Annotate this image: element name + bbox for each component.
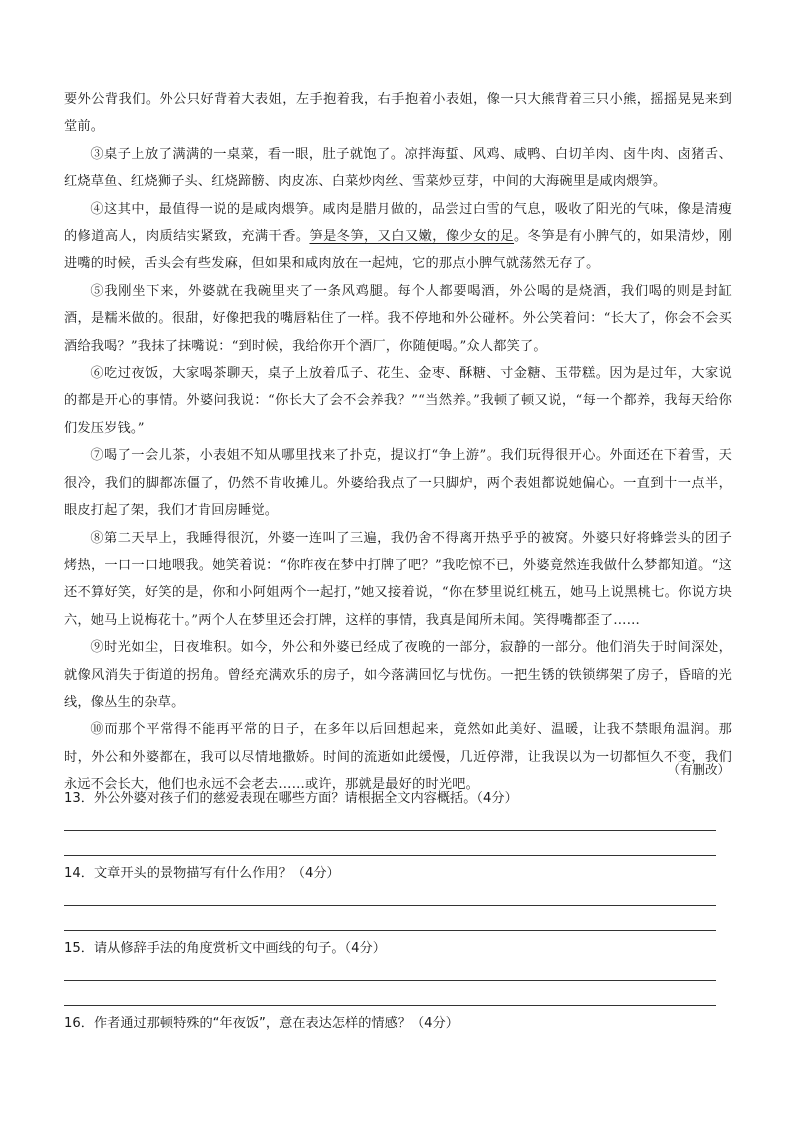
paragraph-7: ⑦喝了一会儿茶，小表姐不知从哪里找来了扑克，提议打“争上游”。我们玩得很开心。外面还在下着雪，天很冷，我们的脚都冻僵了，仍然不肯收摊儿。外婆给我点了一只脚炉，两个表姐都说她偏心。一直到十一点半，眼皮打起了架，我们才肯回房睡觉。	[64, 448, 732, 519]
paragraph-4	[64, 196, 732, 278]
paragraph-5: ⑤我刚坐下来，外婆就在我碗里夹了一条风鸡腿。每个人都要喝酒，外公喝的是烧酒，我们喝的则是封缸酒，是糯米做的。很甜，好像把我的嘴唇粘住了一样。我不停地和外公碰杯。外公笑着问：“长大了，你会不会买酒给我喝？”我抹了抹嘴说：“到时候，我给你开个酒厂，你随便喝。”众人都笑了。	[64, 283, 732, 354]
answer-line-14b[interactable]	[64, 930, 716, 931]
question-13: 13．外公外婆对孩子们的慈爱表现在哪些方面？请根据全文内容概括。（4分）	[64, 791, 518, 806]
paragraph-9: ⑨时光如尘，日夜堆积。如今，外公和外婆已经成了夜晚的一部分，寂静的一部分。他们消失于时间深处，就像风消失于街道的拐角。曾经充满欢乐的房子，如今落满回忆与忧伤。一把生锈的铁锁绑架了房子，昏暗的光线，像丛生的杂草。	[64, 640, 732, 710]
paragraph-4-text-a: ④这其中，最值得一说的是咸肉煨笋。咸肉是腊月做的，品尝过白雪的气息，吸收了阳光的气味，像是清瘦的修道高人，肉质结实紧致，充满干香。	[64, 201, 732, 245]
paragraph-8: ⑧第二天早上，我睡得很沉，外婆一连叫了三遍，我仍舍不得离开热乎乎的被窝。外婆只好将蜂尝头的团子烤热，一口一口地喂我。她笑着说：“你昨夜在梦中打牌了吧？”我吃惊不已，外婆竟然连我做什么梦都知道。“这还不算好笑，好笑的是，你和小阿姐两个一起打，”她又接着说，“你在梦里说红桃五，她马上说黑桃七。你说方块六，她马上说梅花十。”两个人在梦里还会打牌，这样的事情，我真是闻所未闻。笑得嘴都歪了……	[64, 530, 732, 628]
paragraph-10: ⑩而那个平常得不能再平常的日子，在多年以后回想起来，竟然如此美好、温暖，让我不禁眼角温润。那时，外公和外婆都在，我可以尽情地撒娇。时间的流逝如此缓慢，几近停滞，让我误以为一切都恒久不变，我们永远不会长大，他们也永远不会老去……或许，那就是最好的时光吧。	[64, 722, 732, 793]
answer-line-14a[interactable]	[64, 905, 716, 906]
question-14: 14．文章开头的景物描写有什么作用？（4分）	[64, 866, 340, 881]
reading-passage	[64, 86, 732, 799]
question-15: 15．请从修辞手法的角度赏析文中画线的句子。（4分）	[64, 941, 386, 956]
answer-line-15b[interactable]	[64, 1005, 716, 1006]
paragraph-3: ③桌子上放了满满的一桌菜，看一眼，肚子就饱了。凉拌海蜇、风鸡、咸鸭、白切羊肉、卤牛肉、卤猪舌、红烧草鱼、红烧狮子头、红烧蹄髈、肉皮冻、白菜炒肉丝、雪菜炒豆芽，中间的大海碗里是咸肉煨笋。	[64, 146, 732, 190]
paragraph-4-text-b: 。冬笋是有小脾气的，如果清炒，刚进嘴的时候，舌头会有些发麻，但如果和咸肉放在一起炖，它的那点小脾气就荡然无存了。	[64, 229, 732, 272]
source-note: （有删改）	[667, 762, 730, 777]
paragraph-2-end: 要外公背我们。外公只好背着大表姐，左手抱着我，右手抱着小表姐，像一只大熊背着三只小熊，摇摇晃晃来到堂前。	[64, 92, 732, 135]
underlined-sentence: 笋是冬笋，又白又嫩，像少女的足	[309, 229, 515, 245]
paragraph-6: ⑥吃过夜饭，大家喝茶聊天，桌子上放着瓜子、花生、金枣、酥糖、寸金糖、玉带糕。因为是过年，大家说的都是开心的事情。外婆问我说：“你长大了会不会养我？”“当然养。”我顿了顿又说，“每一个都养，我每天给你们发压岁钱。”	[64, 366, 732, 436]
answer-line-13b[interactable]	[64, 855, 716, 856]
answer-line-15a[interactable]	[64, 980, 716, 981]
question-16: 16．作者通过那顿特殊的“年夜饭”，意在表达怎样的情感？（4分）	[64, 1016, 459, 1031]
answer-line-13a[interactable]	[64, 830, 716, 831]
